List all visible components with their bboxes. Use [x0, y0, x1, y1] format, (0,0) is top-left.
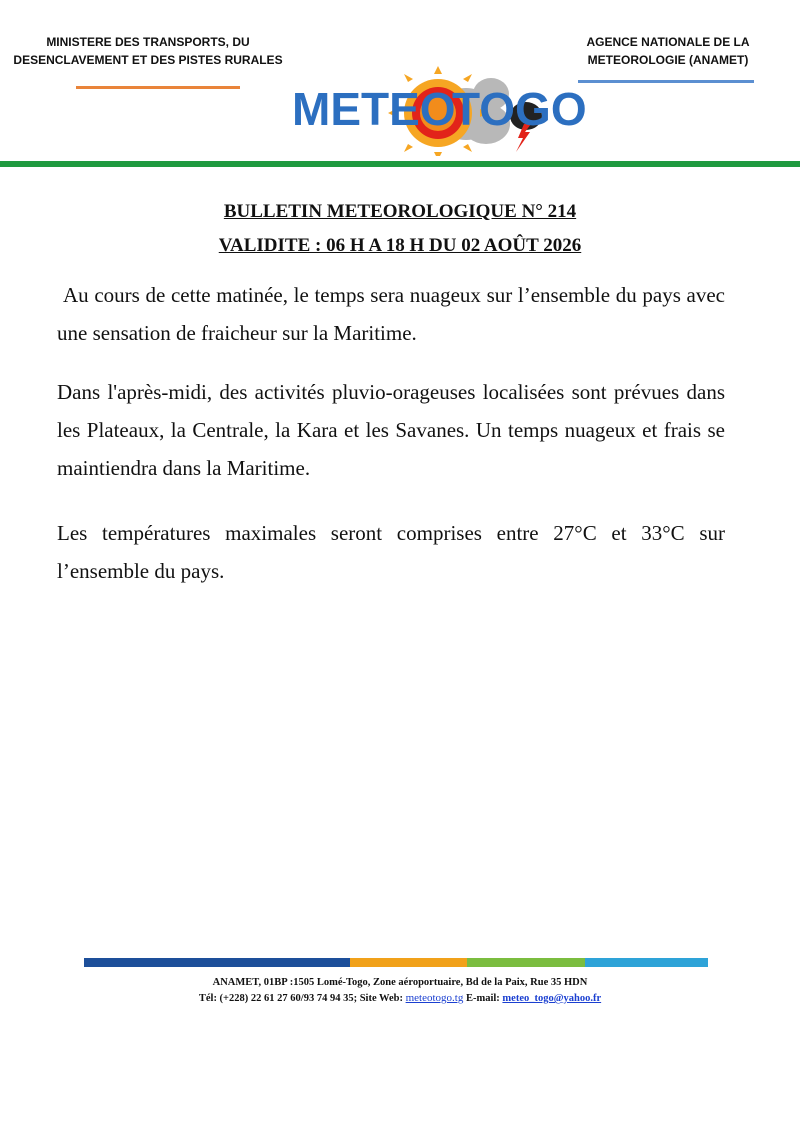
footer-contact: [0, 992, 800, 1004]
agency-line-1: AGENCE NATIONALE DE LA: [586, 35, 750, 49]
forecast-paragraph-morning: Au cours de cette matinée, le temps sera nuageux sur l’ensemble du pays avec une sensation de fraicheur sur la Maritime.: [57, 283, 725, 345]
website-link[interactable]: meteotogo.tg: [405, 992, 464, 1004]
email-link[interactable]: meteo_togo@yahoo.fr: [502, 993, 602, 1004]
agency-header: [568, 33, 768, 69]
orange-underline: [76, 86, 240, 89]
bulletin-validity: VALIDITE : 06 H A 18 H DU 02 AOÛT 2026: [218, 235, 582, 256]
logo-text-togo: TOGO: [452, 83, 587, 135]
footer-bar-green: [467, 958, 585, 967]
header-divider: [0, 161, 800, 167]
blue-underline: [578, 80, 754, 83]
footer-email-label: E-mail:: [465, 993, 500, 1004]
footer-address: ANAMET, 01BP :1505 Lomé-Togo, Zone aéroportuaire, Bd de la Paix, Rue 35 HDN: [212, 977, 588, 988]
bulletin-title: BULLETIN METEOROLOGIQUE N° 214: [223, 201, 577, 222]
footer-phone: Tél: (+228) 22 61 27 60/93 74 94 35; Site Web:: [198, 993, 403, 1004]
ministry-line-2: DESENCLAVEMENT ET DES PISTES RURALES: [13, 53, 283, 67]
forecast-paragraph-temperatures: Les températures maximales seront comprises entre 27°C et 33°C sur l’ensemble du pays.: [57, 521, 725, 583]
footer-bar-orange: [350, 958, 467, 967]
footer-bar-cyan: [585, 958, 708, 967]
forecast-paragraph-afternoon: Dans l'après-midi, des activités pluvio-orageuses localisées sont prévues dans les Plateaux, la Centrale, la Kara et les Savanes. Un temps nuageux et frais se maintiendra dans la Maritime.: [57, 380, 725, 480]
logo-text-meteo: METEO: [292, 83, 456, 135]
ministry-header: [0, 33, 296, 69]
footer-bar-blue: [84, 958, 350, 967]
agency-line-2: METEOROLOGIE (ANAMET): [587, 53, 749, 67]
ministry-line-1: MINISTERE DES TRANSPORTS, DU: [46, 35, 250, 49]
